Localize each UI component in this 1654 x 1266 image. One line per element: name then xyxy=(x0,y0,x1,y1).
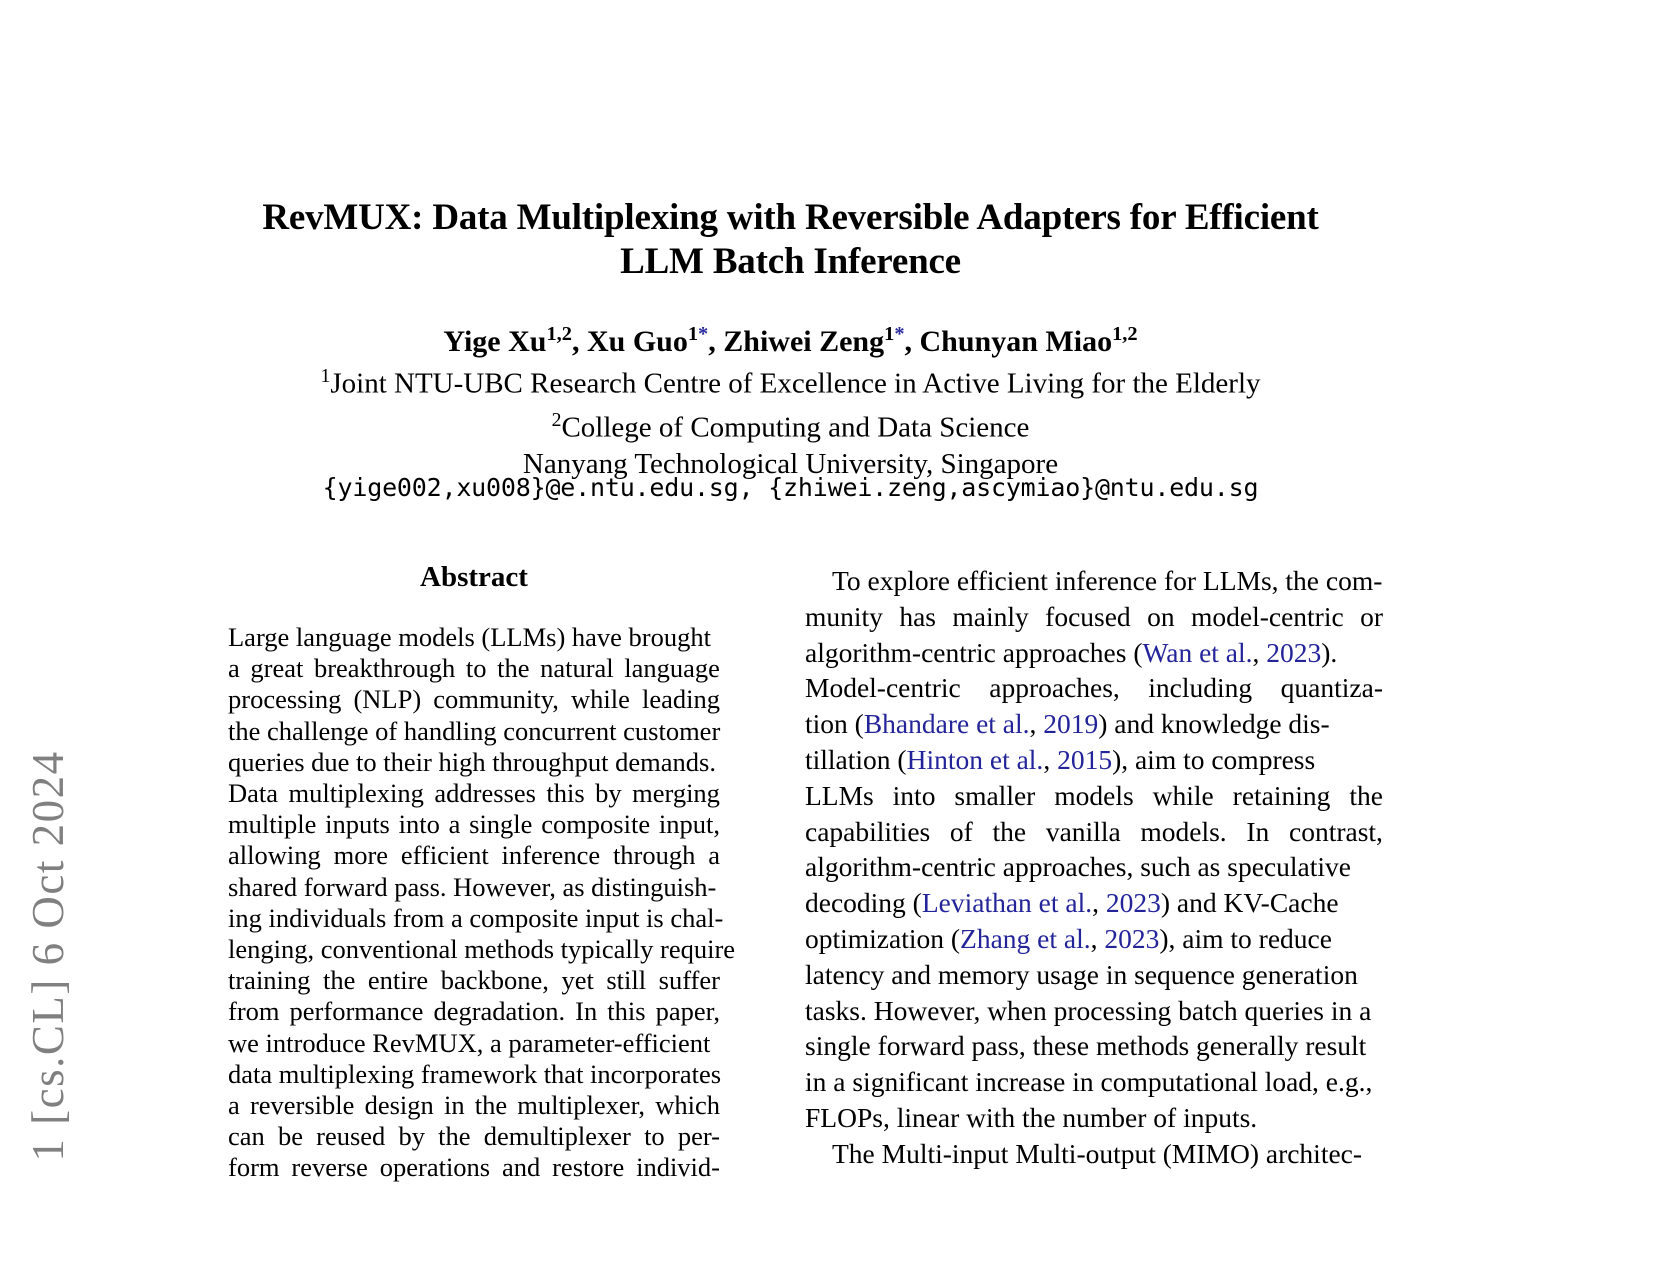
body-text: ). xyxy=(1321,636,1338,668)
citation-link[interactable]: 2023 xyxy=(1105,887,1161,919)
abstract-word: to xyxy=(644,1121,665,1152)
body-text: mainly xyxy=(952,600,1029,632)
abstract-line: data multiplexing framework that incorporates xyxy=(228,1058,722,1089)
abstract-line: Large language models (LLMs) have brought xyxy=(228,622,711,652)
author-3-affiliation-marker: 1 xyxy=(884,323,895,345)
intro-paragraph-1-line xyxy=(805,599,1383,635)
abstract-line xyxy=(228,1121,720,1152)
abstract-word: inputs xyxy=(325,809,390,840)
body-text: on xyxy=(1147,600,1175,632)
introduction-body xyxy=(805,563,1383,1172)
author-emails[interactable]: {yige002,xu008}@e.ntu.edu.sg, {zhiwei.zeng,ascymiao}@ntu.edu.sg xyxy=(322,473,1259,502)
author-1-affiliation-marker: 1,2 xyxy=(546,323,572,345)
abstract-line: the challenge of handling concurrent customer xyxy=(228,715,721,746)
abstract-word: the xyxy=(474,1090,508,1121)
abstract-word: great xyxy=(250,653,304,684)
author-4 xyxy=(920,325,1138,358)
affiliation-block xyxy=(227,358,1354,483)
body-text: capabilities xyxy=(805,815,931,847)
abstract-heading: Abstract xyxy=(420,561,528,593)
body-text: focused xyxy=(1045,600,1131,632)
body-text: , xyxy=(1092,887,1106,919)
body-text: decoding ( xyxy=(805,887,922,919)
author-2 xyxy=(587,325,708,358)
body-text: models xyxy=(1054,779,1134,811)
body-text: ) and KV-Cache xyxy=(1160,887,1339,919)
author-3-name: Zhiwei Zeng xyxy=(723,325,885,358)
abstract-word: and xyxy=(501,1152,541,1183)
body-text: single forward pass, these methods generally result xyxy=(805,1030,1367,1062)
abstract-word: yet xyxy=(561,965,594,996)
affiliation-1-marker: 1 xyxy=(320,365,331,387)
body-text: the xyxy=(1349,779,1383,811)
intro-paragraph-1-line xyxy=(805,670,1383,706)
abstract-word: training xyxy=(228,965,311,996)
abstract-word: design xyxy=(364,1090,434,1121)
body-text: in a significant increase in computational load, e.g., xyxy=(805,1066,1373,1098)
body-text: LLMs xyxy=(805,779,874,811)
abstract-word: operations xyxy=(379,1152,491,1183)
abstract-word: language xyxy=(624,653,720,684)
intro-paragraph-1-line xyxy=(805,885,1383,921)
abstract-word: can xyxy=(228,1121,265,1152)
author-3 xyxy=(723,325,904,358)
abstract-line: we introduce RevMUX, a parameter-efficient xyxy=(228,1027,711,1058)
body-text: ) and knowledge dis- xyxy=(1098,708,1330,740)
abstract-line xyxy=(228,1090,720,1121)
intro-paragraph-1-line xyxy=(805,1064,1383,1100)
body-text: , xyxy=(1090,922,1105,954)
abstract-word: be xyxy=(277,1121,303,1152)
body-text: quantiza- xyxy=(1280,672,1383,704)
abstract-word: a xyxy=(708,840,720,871)
body-text: In xyxy=(1246,815,1270,847)
body-text: ), aim to reduce xyxy=(1159,922,1332,954)
abstract-word: suffer xyxy=(658,965,720,996)
abstract-word: entire xyxy=(367,965,429,996)
abstract-line xyxy=(228,840,720,871)
abstract-line: queries due to their high throughput demands. xyxy=(228,746,716,777)
affiliation-2 xyxy=(227,402,1354,446)
body-text: Model-centric xyxy=(805,672,961,704)
citation-link[interactable]: 2023 xyxy=(1266,636,1322,668)
abstract-word: leading xyxy=(642,684,720,715)
abstract-word: which xyxy=(655,1090,720,1121)
intro-paragraph-1-line xyxy=(805,563,1383,599)
abstract-line: shared forward pass. However, as distinguish- xyxy=(228,871,717,902)
abstract-word: degradation. xyxy=(433,996,566,1027)
abstract-word: input, xyxy=(658,809,720,840)
citation-link[interactable]: Hinton et al. xyxy=(906,743,1044,775)
body-text: or xyxy=(1360,600,1383,632)
abstract-line: lenging, conventional methods typically require xyxy=(228,934,736,965)
body-text: FLOPs, linear with the number of inputs. xyxy=(805,1101,1258,1133)
abstract-word: reused xyxy=(316,1121,386,1152)
abstract-word: natural xyxy=(540,653,614,684)
author-3-footnote-marker[interactable]: * xyxy=(894,323,905,345)
body-text: tasks. However, when processing batch queries in a xyxy=(805,994,1372,1026)
intro-paragraph-1-line xyxy=(805,993,1383,1029)
abstract-line xyxy=(228,809,720,840)
title-line-2: LLM Batch Inference xyxy=(620,241,961,282)
body-text: into xyxy=(892,779,936,811)
abstract-body xyxy=(228,622,736,1184)
abstract-line xyxy=(228,778,720,809)
author-separator-1: , xyxy=(571,325,587,358)
intro-paragraph-1-line xyxy=(805,706,1383,742)
affiliation-1 xyxy=(227,358,1354,402)
author-4-name: Chunyan Miao xyxy=(919,325,1113,358)
intro-paragraph-1-line xyxy=(805,635,1383,671)
citation-link[interactable]: 2019 xyxy=(1043,708,1099,740)
intro-paragraph-1-line xyxy=(805,921,1383,957)
abstract-word: processing xyxy=(228,684,342,715)
abstract-line xyxy=(228,684,720,715)
citation-link[interactable]: Bhandare et al. xyxy=(863,708,1030,740)
abstract-word: (NLP) xyxy=(353,684,422,715)
body-text: model-centric xyxy=(1190,600,1344,632)
citation-link[interactable]: 2023 xyxy=(1104,922,1160,954)
author-1 xyxy=(443,325,572,358)
body-text: The Multi-input Multi-output (MIMO) architec- xyxy=(832,1137,1363,1169)
abstract-word: the xyxy=(322,965,356,996)
abstract-word: composite xyxy=(541,809,651,840)
abstract-word: this xyxy=(546,778,585,809)
intro-paragraph-1-line xyxy=(805,778,1383,814)
abstract-word: from xyxy=(228,996,280,1027)
author-2-footnote-marker[interactable]: * xyxy=(698,323,709,345)
citation-link[interactable]: Zhang et al. xyxy=(960,922,1091,954)
affiliation-1-text: Joint NTU-UBC Research Centre of Excellence in Active Living for the Elderly xyxy=(330,367,1261,400)
abstract-word: reverse xyxy=(291,1152,368,1183)
abstract-word: multiple xyxy=(228,809,317,840)
abstract-word: breakthrough xyxy=(313,653,456,684)
author-separator-3: , xyxy=(904,325,920,358)
author-separator-2: , xyxy=(708,325,724,358)
body-text: tion ( xyxy=(805,708,864,740)
citation-link[interactable]: Wan et al. xyxy=(1142,636,1253,668)
abstract-word: in xyxy=(443,1090,465,1121)
abstract-word: community, xyxy=(433,684,559,715)
body-text: optimization ( xyxy=(805,922,961,954)
author-1-name: Yige Xu xyxy=(443,325,547,358)
abstract-word: allowing xyxy=(228,840,321,871)
author-2-name: Xu Guo xyxy=(586,325,688,358)
abstract-word: per- xyxy=(677,1121,720,1152)
title-line-1: RevMUX: Data Multiplexing with Reversible Adapters for Efficient xyxy=(262,197,1319,238)
abstract-word: Data xyxy=(228,778,279,809)
author-list xyxy=(227,316,1354,360)
body-text: the xyxy=(992,815,1027,847)
page-title xyxy=(227,196,1354,284)
abstract-line xyxy=(228,1152,720,1183)
abstract-word: this xyxy=(607,996,646,1027)
intro-paragraph-1-line xyxy=(805,849,1383,885)
body-text: To explore efficient inference for LLMs, the com- xyxy=(832,565,1383,596)
arxiv-stamp: 1 [cs.CL] 6 Oct 2024 xyxy=(23,750,73,1162)
citation-link[interactable]: Leviathan et al. xyxy=(921,887,1093,919)
body-text: approaches, xyxy=(989,672,1120,704)
abstract-line xyxy=(228,965,720,996)
abstract-word: the xyxy=(438,1121,471,1152)
abstract-word: a xyxy=(228,1090,240,1121)
body-text: contrast, xyxy=(1288,815,1383,847)
body-text: , xyxy=(1252,636,1267,668)
body-text: models. xyxy=(1140,815,1227,847)
body-text: while xyxy=(1152,779,1214,811)
abstract-word: multiplexing xyxy=(288,778,424,809)
abstract-word: addresses xyxy=(434,778,536,809)
abstract-word: demultiplexer xyxy=(483,1121,631,1152)
abstract-word: reversible xyxy=(249,1090,355,1121)
abstract-word: the xyxy=(497,653,530,684)
body-text: of xyxy=(949,815,973,847)
body-text: vanilla xyxy=(1045,815,1121,847)
abstract-word: In xyxy=(575,996,598,1027)
author-4-affiliation-marker: 1,2 xyxy=(1112,323,1138,345)
intro-paragraph-1-line xyxy=(805,742,1383,778)
affiliation-2-text: College of Computing and Data Science xyxy=(561,411,1030,444)
body-text: including xyxy=(1148,672,1253,704)
abstract-word: backbone, xyxy=(440,965,549,996)
body-text: ), aim to compress xyxy=(1112,743,1316,775)
abstract-word: by xyxy=(398,1121,425,1152)
citation-link[interactable]: 2015 xyxy=(1057,743,1113,775)
abstract-word: more xyxy=(333,840,389,871)
intro-paragraph-1-line xyxy=(805,1028,1383,1064)
body-text: has xyxy=(899,600,936,632)
body-text: retaining xyxy=(1232,779,1331,811)
intro-paragraph-2-line xyxy=(805,1136,1383,1172)
abstract-word: single xyxy=(469,809,533,840)
abstract-word: efficient xyxy=(400,840,489,871)
affiliation-2-marker: 2 xyxy=(551,409,562,432)
abstract-word: a xyxy=(228,653,240,684)
abstract-word: inference xyxy=(501,840,601,871)
abstract-word: merging xyxy=(632,778,720,809)
abstract-word: form xyxy=(228,1152,280,1183)
body-text: , xyxy=(1043,743,1058,775)
abstract-word: paper, xyxy=(655,996,720,1027)
body-text: tillation ( xyxy=(805,743,907,775)
abstract-line xyxy=(228,996,720,1027)
abstract-word: performance xyxy=(289,996,424,1027)
body-text: munity xyxy=(805,600,883,632)
abstract-word: while xyxy=(571,684,630,715)
abstract-word: multiplexer, xyxy=(517,1090,646,1121)
body-text: latency and memory usage in sequence generation xyxy=(805,958,1358,990)
abstract-word: through xyxy=(612,840,696,871)
title-block xyxy=(227,196,1354,284)
abstract-word: by xyxy=(595,778,622,809)
affiliation-3: Nanyang Technological University, Singapore xyxy=(522,448,1059,481)
abstract-word: into xyxy=(398,809,440,840)
abstract-word: restore xyxy=(552,1152,625,1183)
body-text: , xyxy=(1029,708,1044,740)
body-text: smaller xyxy=(954,779,1036,811)
abstract-line xyxy=(228,653,720,684)
intro-paragraph-1-line xyxy=(805,1100,1383,1136)
author-2-affiliation-marker: 1 xyxy=(687,323,699,345)
abstract-word: still xyxy=(606,965,647,996)
body-text: algorithm-centric approaches ( xyxy=(805,636,1143,668)
body-text: algorithm-centric approaches, such as speculative xyxy=(805,851,1351,883)
intro-paragraph-1-line xyxy=(805,957,1383,993)
intro-paragraph-1-line xyxy=(805,814,1383,850)
abstract-word: to xyxy=(465,653,487,684)
abstract-word: a xyxy=(448,809,461,840)
abstract-line: ing individuals from a composite input is chal- xyxy=(228,902,724,933)
abstract-word: individ- xyxy=(636,1152,720,1183)
